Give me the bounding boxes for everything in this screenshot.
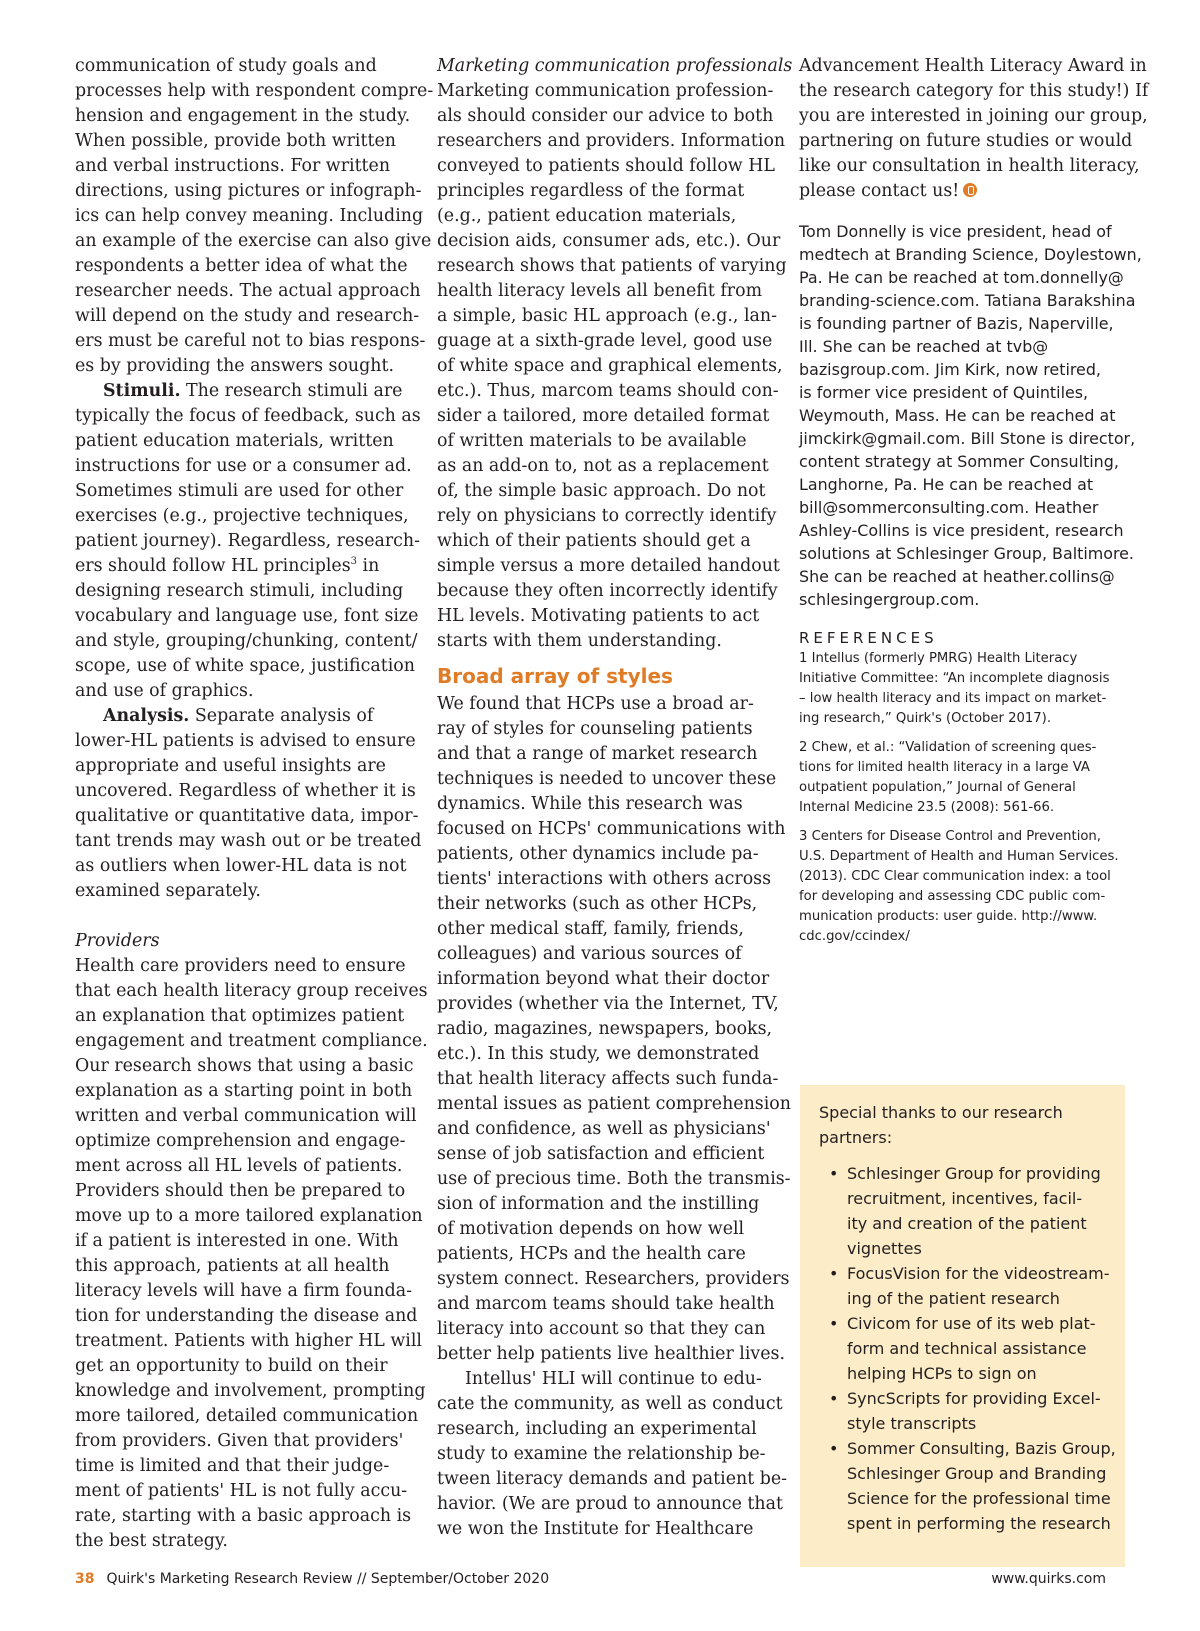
text-line: Tom Donnelly is vice president, head of [799,222,1112,241]
text-line: etc.). Thus, marcom teams should con- [437,381,779,401]
text-line: colleagues) and various sources of [437,944,742,964]
providers-paragraph [75,954,428,1554]
text-line: is former vice president of Quintiles, [799,383,1089,402]
text-line: get an opportunity to build on their [75,1356,388,1376]
text-line: content strategy at Sommer Consulting, [799,452,1119,471]
conclusion-paragraph [799,54,1149,204]
text-line: health literacy levels all benefit from [437,281,763,301]
column-1 [75,54,434,1554]
text-line: scope, use of white space, justification [75,656,415,676]
text-line: bazisgroup.com. Jim Kirk, now retired, [799,360,1101,379]
text-line: use of precious time. Both the transmis- [437,1169,791,1189]
text-line: tients' interactions with others across [437,869,772,889]
end-mark-icon [963,183,977,197]
text-line: branding-science.com. Tatiana Barakshina [799,291,1136,310]
text-line: researcher needs. The actual approach [75,281,421,301]
reference-line: 3 Centers for Disease Control and Prevention, [799,829,1101,844]
text-line: and style, grouping/chunking, content/ [75,631,418,651]
text-line: ray of styles for counseling patients [437,719,753,739]
text-line: more tailored, detailed communication [75,1406,419,1426]
text-line: principles regardless of the format [437,181,745,201]
text-line: Langhorne, Pa. He can be reached at [799,475,1094,494]
column-2 [437,54,793,1542]
page-number: 38 [75,1571,95,1587]
text-line: patients, HCPs and the health care [437,1244,746,1264]
text-line: als should consider our advice to both [437,106,774,126]
text-line: (e.g., patient education materials, [437,206,737,226]
text-line: mental issues as patient comprehension [437,1094,791,1114]
text-line: designing research stimuli, including [75,581,404,601]
text-line: ics can help convey meaning. Including [75,206,424,226]
text-line: lower-HL patients is advised to ensure [75,731,416,751]
text-line: from providers. Given that providers' [75,1431,404,1451]
text-line: processes help with respondent compre- [75,81,434,101]
text-line: an example of the exercise can also give [75,231,432,251]
footer-left [75,1571,549,1587]
text-line: HL levels. Motivating patients to act [437,606,760,626]
bullet-line: recruitment, incentives, facil- [847,1189,1083,1208]
marcom-heading: Marketing communication professionals [437,56,793,76]
bullet-line: Schlesinger Group and Branding [847,1464,1107,1483]
sidebar-bullet-item [819,1261,1114,1311]
text-line: and use of graphics. [75,681,254,701]
text-line: rate, starting with a basic approach is [75,1506,412,1526]
text-line: knowledge and involvement, prompting [75,1381,426,1401]
reference-line: outpatient population,” Journal of General [799,780,1076,795]
text-line: ment of patients' HL is not fully accu- [75,1481,408,1501]
text-line: patients, other dynamics include pa- [437,844,759,864]
text-line: literacy into account so that they can [437,1319,766,1339]
bullet-icon: • [829,1314,839,1333]
text-line: if a patient is interested in one. With [75,1231,399,1251]
text-line: qualitative or quantitative data, impor- [75,806,419,826]
text-line: their networks (such as other HCPs, [437,894,758,914]
text-line: Pa. He can be reached at tom.donnelly@ [799,268,1124,287]
text-line: When possible, provide both written [75,131,396,151]
text-line: ment across all HL levels of patients. [75,1156,403,1176]
marcom-paragraph [437,79,787,654]
text-line: literacy levels will have a firm founda- [75,1281,412,1301]
text-line: a simple, basic HL approach (e.g., lan- [437,306,777,326]
text-line: Advancement Health Literacy Award in [799,56,1147,76]
conclusion-lines [799,54,1149,179]
text-line: the research category for this study!) If [799,81,1149,101]
bullet-line: form and technical assistance [847,1339,1087,1358]
reference-line: ing research,” Quirk's (October 2017). [799,711,1052,726]
text-line: Ill. She can be reached at tvb@ [799,337,1049,356]
text-line: vocabulary and language use, font size [75,606,419,626]
bullet-line: vignettes [847,1239,922,1258]
sidebar-bullet-item [819,1436,1114,1536]
conclusion-last-line [799,179,1134,204]
reference-line: U.S. Department of Health and Human Services. [799,849,1119,864]
text-line: appropriate and useful insights are [75,756,386,776]
bullet-line: Sommer Consulting, Bazis Group, [847,1439,1116,1458]
stimuli-sup-after: in [357,556,380,576]
bullet-icon: • [829,1264,839,1283]
text-line: explanation as a starting point in both [75,1081,413,1101]
text-line: conveyed to patients should follow HL [437,156,775,176]
text-line: exercises (e.g., projective techniques, [75,506,409,526]
text-line: decision aids, consumer ads, etc.). Our [437,231,781,251]
text-line: research shows that patients of varying [437,256,787,276]
sidebar-list [819,1161,1114,1536]
text-line: of, the simple basic approach. Do not [437,481,766,501]
text-line: as an add-on to, not as a replacement [437,456,769,476]
author-bios [799,220,1142,611]
text-line: researchers and providers. Information [437,131,786,151]
publication-name: Quirk's Marketing Research Review // September/October 2020 [106,1571,550,1587]
text-line: guage at a sixth-grade level, good use [437,331,773,351]
stimuli-sup-before: ers should follow HL principles [75,556,351,576]
text-line: tion for understanding the disease and [75,1306,418,1326]
text-line: research, including an experimental [437,1419,757,1439]
text-line: etc.). In this study, we demonstrated [437,1044,760,1064]
text-line: es by providing the answers sought. [75,356,394,376]
reference-item [799,827,1134,947]
text-line: medtech at Branding Science, Doylestown, [799,245,1142,264]
text-line: Weymouth, Mass. He can be reached at [799,406,1116,425]
text-line: and marcom teams should take health [437,1294,775,1314]
text-line: sion of information and the instilling [437,1194,760,1214]
references-heading: REFERENCES [799,629,938,647]
bullet-line: ity and creation of the patient [847,1214,1087,1233]
thanks-sidebar [800,1085,1125,1567]
text-line: because they often incorrectly identify [437,581,778,601]
reference-line: munication products: user guide. http://www. [799,909,1098,924]
text-line: rely on physicians to correctly identify [437,506,777,526]
sidebar-bullet-item [819,1311,1114,1386]
text-line: time is limited and that their judge- [75,1456,390,1476]
text-line: ers must be careful not to bias respons- [75,331,426,351]
text-line: uncovered. Regardless of whether it is [75,781,416,801]
bullet-line: Civicom for use of its web plat- [847,1314,1096,1333]
text-line: as outliers when lower-HL data is not [75,856,407,876]
text-line: that health literacy affects such funda- [437,1069,779,1089]
stimuli-first-line [75,379,410,404]
text-line: She can be reached at heather.collins@ [799,567,1115,586]
text-line: patient education materials, written [75,431,394,451]
text-line: hension and engagement in the study. [75,106,411,126]
text-line: techniques is needed to uncover these [437,769,777,789]
reference-line: 1 Intellus (formerly PMRG) Health Literacy [799,651,1078,666]
text-line: solutions at Schlesinger Group, Baltimore. [799,544,1134,563]
text-line: engagement and treatment compliance. [75,1031,428,1051]
text-line: we won the Institute for Healthcare [437,1519,754,1539]
text-line: directions, using pictures or infograph- [75,181,422,201]
text-line: and that a range of market research [437,744,758,764]
reference-line: (2013). CDC Clear communication index: a tool [799,869,1111,884]
bullet-line: FocusVision for the videostream- [847,1264,1110,1283]
bullet-line: style transcripts [847,1414,977,1433]
text-line: an explanation that optimizes patient [75,1006,405,1026]
bullet-line: spent in performing the research [847,1514,1111,1533]
text-line: other medical staff, family, friends, [437,919,744,939]
text-line: respondents a better idea of what the [75,256,408,276]
text-line: Ashley-Collins is vice president, research [799,521,1124,540]
text-line: that each health literacy group receives [75,981,428,1001]
text-line: sider a tailored, more detailed format [437,406,770,426]
broad-paragraph [437,692,791,1367]
text-line: move up to a more tailored explanation [75,1206,423,1226]
text-line: Providers should then be prepared to [75,1181,406,1201]
contact-text: please contact us! [799,181,960,201]
sidebar-intro [819,1100,1114,1150]
text-line: which of their patients should get a [437,531,751,551]
text-line: study to examine the relationship be- [437,1444,766,1464]
analysis-first-line [75,704,410,729]
text-line: partnering on future studies or would [799,131,1133,151]
text-line: and confidence, as well as physicians' [437,1119,771,1139]
reference-line: tions for limited health literacy in a large VA [799,760,1090,775]
reference-line: Initiative Committee: “An incomplete diagnosis [799,671,1110,686]
text-line: jimckirk@gmail.com. Bill Stone is director, [799,429,1136,448]
text-line: starts with them understanding. [437,631,722,651]
bullet-line: Schlesinger Group for providing [847,1164,1101,1183]
analysis-first-text: Separate analysis of [189,706,374,726]
text-line: typically the focus of feedback, such as [75,406,421,426]
bullet-icon: • [829,1164,839,1183]
text-line: will depend on the study and research- [75,306,420,326]
text-line: havior. (We are proud to announce that [437,1494,783,1514]
text-line: written and verbal communication will [75,1106,417,1126]
text-line: Special thanks to our research [819,1103,1063,1122]
text-line: instructions for use or a consumer ad. [75,456,412,476]
text-line: dynamics. While this research was [437,794,743,814]
text-line: Health care providers need to ensure [75,956,406,976]
stimuli-paragraph [75,404,421,554]
text-line: and verbal instructions. For written [75,156,391,176]
analysis-paragraph [75,729,422,904]
text-line: information beyond what their doctor [437,969,770,989]
column-3 [799,54,1149,956]
providers-heading: Providers [75,931,160,951]
text-line: examined separately. [75,881,261,901]
footnote-ref: 3 [350,556,358,568]
text-line: system connect. Researchers, providers [437,1269,790,1289]
bullet-line: helping HCPs to sign on [847,1364,1037,1383]
text-line: simple versus a more detailed handout [437,556,780,576]
text-line: Marketing communication profession- [437,81,774,101]
text-line: tween literacy demands and patient be- [437,1469,788,1489]
reference-line: 2 Chew, et al.: “Validation of screening ques- [799,740,1097,755]
text-line: you are interested in joining our group, [799,106,1148,126]
text-line: this approach, patients at all health [75,1256,390,1276]
text-line: patient journey). Regardless, research- [75,531,421,551]
bullet-line: SyncScripts for providing Excel- [847,1389,1101,1408]
footer-website[interactable]: www.quirks.com [991,1571,1106,1587]
intro-paragraph [75,54,434,379]
text-line: Intellus' HLI will continue to edu- [465,1369,762,1389]
text-line: like our consultation in health literacy, [799,156,1140,176]
analysis-label: Analysis. [103,706,190,726]
stimuli-superscript-line [75,554,410,579]
references-list [799,649,1134,947]
bullet-line: Science for the professional time [847,1489,1111,1508]
text-line: bill@sommerconsulting.com. Heather [799,498,1099,517]
text-line: schlesingergroup.com. [799,590,980,609]
reference-line: cdc.gov/ccindex/ [799,929,910,944]
reference-item [799,649,1134,729]
reference-line: for developing and assessing CDC public com- [799,889,1106,904]
text-line: partners: [819,1128,893,1147]
stimuli-first-text: The research stimuli are [180,381,403,401]
stimuli-rest [75,579,419,704]
text-line: the best strategy. [75,1531,228,1551]
text-line: cate the community, as well as conduct [437,1394,783,1414]
text-line: of motivation depends on how well [437,1219,745,1239]
sidebar-bullet-item [819,1386,1114,1436]
section-title: Broad array of styles [437,664,673,688]
bullet-icon: • [829,1389,839,1408]
text-line: provides (whether via the Internet, TV, [437,994,779,1014]
text-line: focused on HCPs' communications with [437,819,786,839]
text-line: treatment. Patients with higher HL will [75,1331,422,1351]
text-line: tant trends may wash out or be treated [75,831,422,851]
bullet-line: ing of the patient research [847,1289,1060,1308]
text-line: Our research shows that using a basic [75,1056,414,1076]
sidebar-bullet-item [819,1161,1114,1261]
intellus-paragraph [437,1367,788,1542]
text-line: radio, magazines, newspapers, books, [437,1019,773,1039]
text-line: is founding partner of Bazis, Naperville, [799,314,1114,333]
stimuli-label: Stimuli. [103,381,181,401]
text-line: communication of study goals and [75,56,377,76]
text-line: better help patients live healthier lives. [437,1344,785,1364]
text-line: optimize comprehension and engage- [75,1131,406,1151]
text-line: of white space and graphical elements, [437,356,783,376]
reference-line: Internal Medicine 23.5 (2008): 561-66. [799,800,1055,815]
bullet-icon: • [829,1439,839,1458]
reference-line: – low health literacy and its impact on market- [799,691,1107,706]
text-line: sense of job satisfaction and efficient [437,1144,765,1164]
reference-item [799,738,1134,818]
text-line: We found that HCPs use a broad ar- [437,694,754,714]
text-line: of written materials to be available [437,431,747,451]
text-line: Sometimes stimuli are used for other [75,481,404,501]
